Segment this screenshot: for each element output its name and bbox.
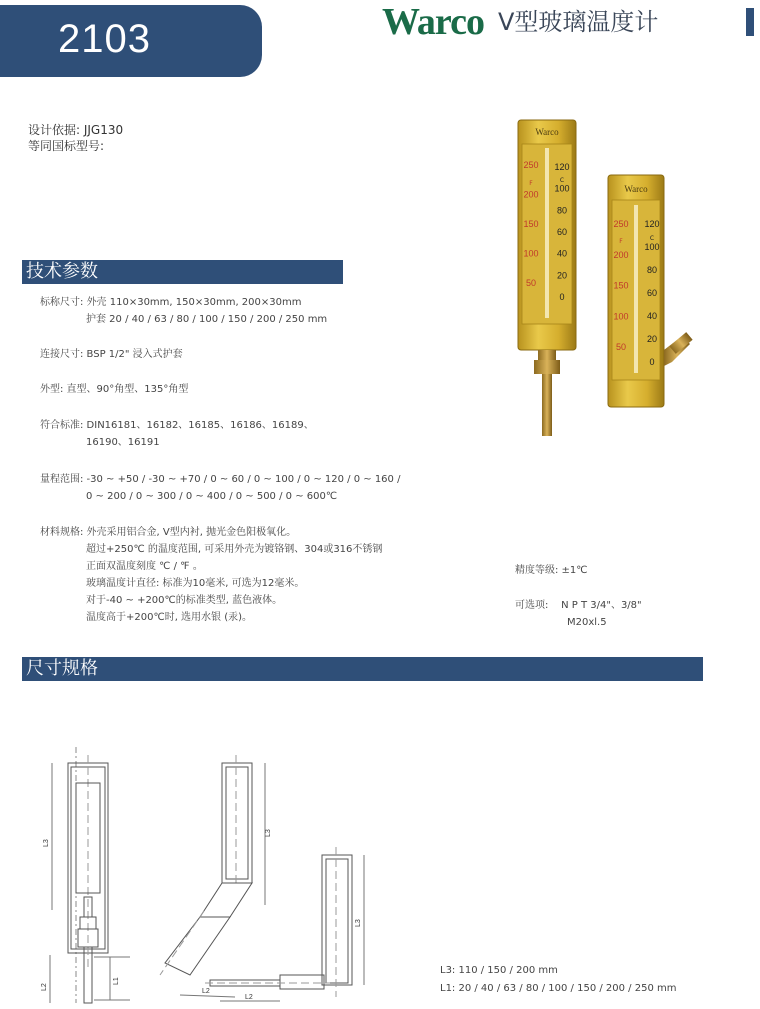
drawing-135-type [160, 755, 265, 997]
thermometer-small-brand: Warco [624, 184, 648, 194]
spec-material-line4: 玻璃温度计直径: 标准为10毫米, 可选为12毫米。 [86, 578, 305, 589]
spec-range-line2: 0 ~ 200 / 0 ~ 300 / 0 ~ 400 / 0 ~ 500 / 0 ~ 600℃ [86, 491, 338, 502]
spec-range-line1: 量程范围: -30 ~ +50 / -30 ~ +70 / 0 ~ 60 / 0 ~ 100 / 0 ~ 120 / 0 ~ 160 / [40, 474, 401, 485]
technical-drawing [40, 735, 370, 1005]
thermometer-large-brand: Warco [535, 127, 559, 137]
spec-standard-line1: 符合标准: DIN16181、16182、16185、16186、16189、 [40, 420, 314, 431]
thermo-small-c-tick-0: 120 [644, 219, 660, 229]
brand-logo: Warco [382, 1, 484, 43]
spec-nominal-label: 标称尺寸: [40, 297, 84, 308]
spec-material-line5: 对于-40 ~ +200℃的标准类型, 蓝色液体。 [86, 595, 283, 606]
drawing-label-l2-c: L2 [245, 994, 253, 1001]
thermo-small-c-tick-5: 20 [646, 334, 658, 344]
brand-accent-bar [746, 8, 754, 36]
thermo-small-f-unit: F [619, 238, 623, 245]
thermo-small-c-tick-6: 0 [649, 357, 655, 367]
thermo-large-f-tick-0: 250 [523, 160, 539, 170]
product-title: V型玻璃温度计 [497, 8, 659, 36]
thermo-large-c-tick-2: 80 [556, 205, 568, 216]
thermo-small-f-tick-3: 100 [613, 311, 629, 322]
optional-line2: M20xl.5 [567, 617, 607, 628]
brand-block [382, 2, 658, 42]
thermo-small-f-tick-4: 50 [615, 342, 627, 352]
accuracy-class: 精度等级: ±1℃ [515, 565, 588, 576]
thermo-large-f-tick-2: 150 [523, 219, 539, 229]
drawing-label-l2-a: L2 [41, 983, 48, 991]
spec-nominal-line1: 外壳 110×30mm, 150×30mm, 200×30mm [86, 297, 302, 308]
thermo-large-c-tick-6: 0 [559, 292, 565, 302]
product-photo [500, 110, 710, 440]
model-tab [0, 5, 262, 77]
thermo-small-f-tick-2: 150 [613, 280, 629, 291]
thermo-small-c-tick-3: 60 [646, 288, 658, 298]
drawing-label-l2-b: L2 [202, 988, 210, 995]
dimension-l1: L1: 20 / 40 / 63 / 80 / 100 / 150 / 200 / 250 mm [440, 983, 677, 994]
spec-material-line6: 温度高于+200℃时, 选用水银 (汞)。 [86, 612, 253, 623]
design-basis-line: 设计依据: JJG130 [28, 123, 124, 137]
optional-line1: N P T 3/4"、3/8" [561, 600, 642, 611]
spec-standard [40, 417, 314, 451]
drawing-label-l1-a: L1 [113, 977, 120, 985]
thermo-small-c-tick-4: 40 [646, 311, 658, 321]
thermo-large-f-tick-4: 50 [525, 278, 537, 288]
thermo-small-f-tick-1: 200 [613, 249, 629, 260]
thermo-large-c-unit: C [559, 177, 565, 184]
equivalent-model-line: 等同国标型号: [28, 139, 105, 153]
spec-material [40, 524, 382, 626]
thermo-large-f-unit: F [529, 180, 533, 187]
thermo-large-c-tick-1: 100 [554, 183, 570, 194]
spec-connection: 连接尺寸: BSP 1/2" 浸入式护套 [40, 349, 183, 360]
thermometer-small [608, 175, 693, 407]
spec-range [40, 471, 400, 505]
drawing-straight-type [50, 747, 130, 1003]
drawing-label-l3-c: L3 [355, 919, 362, 927]
spec-standard-line2: 16190、16191 [86, 437, 160, 448]
thermo-small-c-unit: C [649, 235, 655, 242]
thermo-large-c-tick-3: 60 [556, 227, 568, 237]
thermo-large-c-tick-0: 120 [554, 162, 570, 172]
drawing-label-l3-b: L3 [265, 829, 272, 837]
thermo-small-f-tick-0: 250 [613, 219, 629, 229]
thermo-small-c-tick-1: 100 [644, 242, 660, 252]
spec-nominal-line2: 护套 20 / 40 / 63 / 80 / 100 / 150 / 200 / 250 mm [86, 314, 328, 325]
spec-shape: 外型: 直型、90°角型、135°角型 [40, 384, 189, 395]
thermo-small-c-tick-2: 80 [646, 265, 658, 275]
spec-material-line3: 正面双温度刻度 ℃ / ℉ 。 [86, 561, 203, 572]
thermo-large-c-tick-5: 20 [556, 270, 568, 281]
spec-material-line1: 材料规格: 外壳采用铝合金, V型内衬, 抛光金色阳极氧化。 [40, 527, 297, 538]
spec-nominal [40, 294, 327, 328]
model-number: 2103 [58, 17, 151, 61]
section-tech-params: 技术参数 [22, 260, 343, 284]
drawing-90-type [205, 847, 364, 1001]
dimension-l3: L3: 110 / 150 / 200 mm [440, 965, 558, 976]
spec-material-line2: 超过+250℃ 的温度范围, 可采用外壳为镀铬钢、304或316不锈钢 [86, 544, 383, 555]
thermo-large-f-tick-3: 100 [523, 248, 539, 259]
design-basis [28, 122, 123, 154]
drawing-label-l3-a: L3 [43, 839, 50, 847]
thermometer-large [518, 120, 576, 436]
section-dimensions: 尺寸规格 [22, 657, 703, 681]
thermo-large-f-tick-1: 200 [523, 189, 539, 200]
optional-items [515, 597, 642, 631]
optional-label: 可选项: [515, 600, 549, 611]
thermo-large-c-tick-4: 40 [556, 248, 568, 259]
